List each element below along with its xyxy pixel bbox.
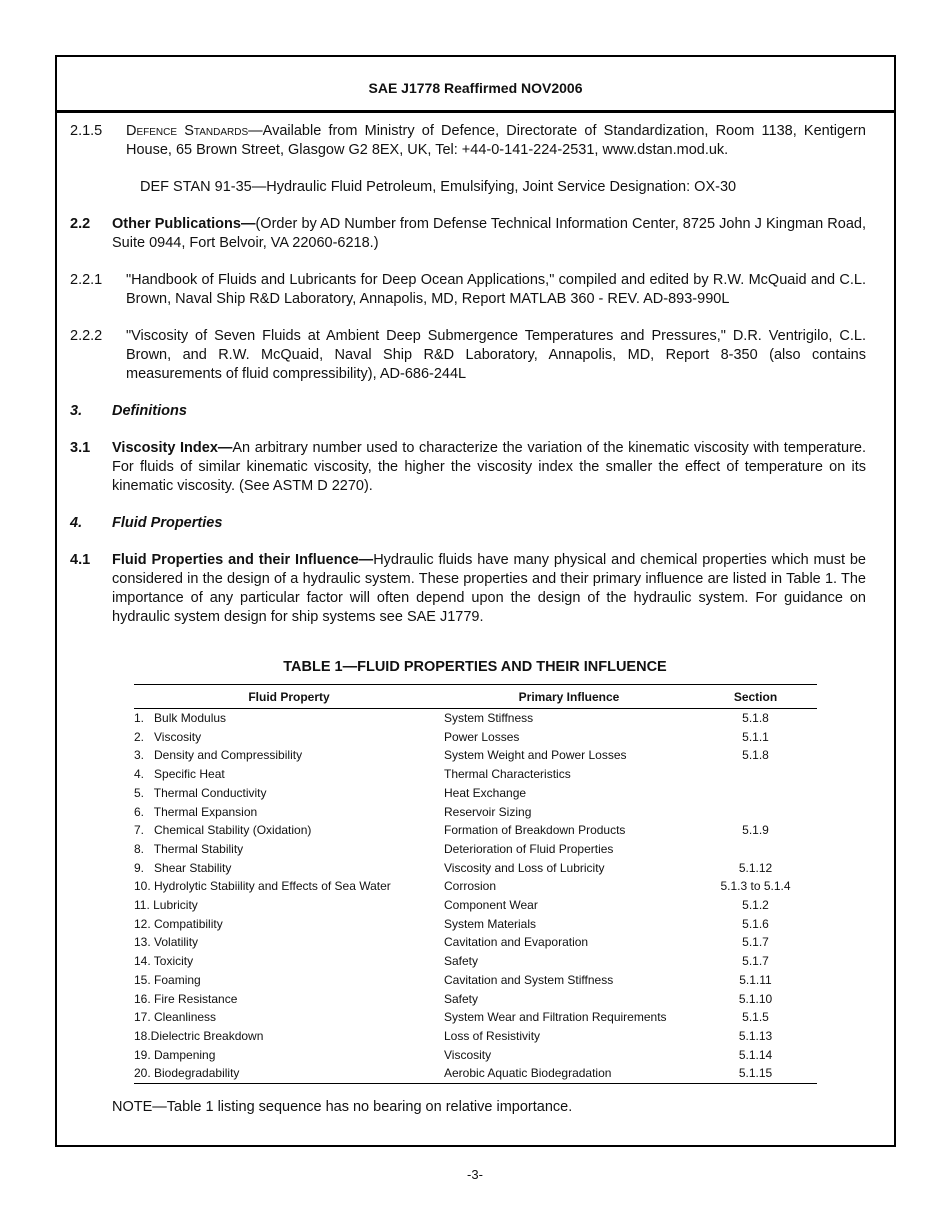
primary-influence-cell: Reservoir Sizing — [444, 804, 532, 819]
table-row — [134, 859, 817, 878]
section-cell — [694, 840, 817, 859]
primary-influence-cell: System Materials — [444, 916, 537, 931]
section-4-heading — [70, 514, 866, 533]
section-cell: 5.1.7 — [742, 954, 769, 969]
section-label: Defence Standards — [126, 123, 249, 139]
section-label: Other Publications— — [112, 216, 256, 232]
column-header-primary-influence: Primary Influence — [444, 685, 694, 709]
primary-influence-cell: Thermal Characteristics — [444, 767, 571, 782]
fluid-property-cell: 5. Thermal Conductivity — [134, 785, 267, 800]
primary-influence-cell: Corrosion — [444, 879, 497, 894]
section-cell: 5.1.8 — [742, 748, 769, 763]
fluid-property-cell: 2. Viscosity — [134, 729, 202, 744]
section-number: 3.1 — [70, 440, 91, 456]
table-row — [134, 1064, 817, 1083]
primary-influence-cell: Safety — [444, 991, 479, 1006]
fluid-property-cell: 10. Hydrolytic Stabiility and Effects of Sea Water — [134, 879, 391, 894]
section-2-2-1 — [70, 271, 866, 309]
section-text: (Order by AD Number from Defense Technical Information Center, 8725 John J Kingman Road, Suite 0944, Fort Belvoir, VA 22060-6218.) — [112, 216, 866, 251]
section-number: 3. — [70, 403, 83, 419]
section-text: An arbitrary number used to characterize the variation of the kinematic viscosity with temperature. For fluids of similar kinematic viscosity, the higher the viscosity index the smaller the effect of temperature on its kinematic viscosity. (See ASTM D 2270). — [112, 440, 867, 494]
section-number: 2.2.2 — [70, 328, 103, 344]
fluid-property-cell: 18.Dielectric Breakdown — [134, 1028, 264, 1043]
primary-influence-cell: Aerobic Aquatic Biodegradation — [444, 1064, 694, 1083]
fluid-property-cell: 14. Toxicity — [134, 954, 194, 969]
section-2-2 — [70, 215, 866, 253]
primary-influence-cell: Loss of Resistivity — [444, 1028, 541, 1043]
fluid-property-cell: 13. Volatility — [134, 935, 199, 950]
section-cell: 5.1.1 — [742, 729, 769, 744]
fluid-property-cell: 6. Thermal Expansion — [134, 804, 258, 819]
section-cell — [694, 765, 817, 784]
column-header-section: Section — [694, 685, 817, 709]
section-cell: 5.1.7 — [742, 935, 769, 950]
fluid-property-cell: 20. Biodegradability — [134, 1064, 444, 1083]
section-number: 2.2.1 — [70, 272, 103, 288]
table-row — [134, 933, 817, 952]
page-number: -3- — [467, 1167, 483, 1182]
fluid-property-cell: 4. Specific Heat — [134, 767, 225, 782]
section-cell: 5.1.5 — [742, 1010, 769, 1025]
fluid-property-cell: 19. Dampening — [134, 1047, 216, 1062]
primary-influence-cell: System Weight and Power Losses — [444, 748, 627, 763]
section-cell: 5.1.14 — [738, 1047, 773, 1062]
fluid-property-cell: 7. Chemical Stability (Oxidation) — [134, 823, 312, 838]
section-cell: 5.1.8 — [742, 711, 769, 725]
primary-influence-cell: Cavitation and Evaporation — [444, 935, 589, 950]
fluid-property-cell: 1. Bulk Modulus — [134, 711, 227, 725]
section-label: Viscosity Index— — [112, 440, 233, 456]
table-row — [134, 840, 817, 859]
column-header-fluid-property: Fluid Property — [134, 685, 444, 709]
table-body — [134, 709, 817, 1084]
section-number: 4. — [70, 515, 83, 531]
section-text: "Handbook of Fluids and Lubricants for Deep Ocean Applications," compiled and edited by R.W. McQuaid and C.L. Brown, Naval Ship R&D Laboratory, Annapolis, MD, Report MATLAB 360 - REV. AD-893-990L — [126, 272, 866, 307]
section-number: 2.2 — [70, 216, 91, 232]
section-number: 4.1 — [70, 552, 91, 568]
section-label: Fluid Properties and their Influence— — [112, 552, 374, 568]
primary-influence-cell: Deterioration of Fluid Properties — [444, 841, 614, 856]
table-header-row — [134, 685, 817, 709]
table-row — [134, 971, 817, 990]
primary-influence-cell: Power Losses — [444, 729, 520, 744]
section-cell: 5.1.9 — [742, 823, 769, 838]
table-row — [134, 709, 817, 728]
section-cell: 5.1.3 to 5.1.4 — [720, 879, 791, 894]
section-4-1 — [70, 551, 866, 627]
section-cell: 5.1.10 — [738, 991, 773, 1006]
section-cell: 5.1.11 — [739, 972, 772, 987]
section-3-1 — [70, 439, 866, 496]
document-header: SAE J1778 Reaffirmed NOV2006 — [57, 57, 894, 113]
section-text: "Viscosity of Seven Fluids at Ambient Deep Submergence Temperatures and Pressures," D.R. Ventrigilo, C.L. Brown, and R.W. McQuaid, Naval Ship R&D Laboratory, Annapolis, MD, Report 8-350 (also contains measurements of fluid compressibility), AD-686-244L — [126, 328, 866, 382]
fluid-property-cell: 16. Fire Resistance — [134, 991, 238, 1006]
document-body — [70, 122, 866, 627]
section-cell: 5.1.6 — [742, 916, 769, 931]
table-row — [134, 728, 817, 747]
table-row — [134, 803, 817, 822]
table-row — [134, 765, 817, 784]
primary-influence-cell: System Stiffness — [444, 711, 534, 725]
section-cell: 5.1.13 — [738, 1028, 773, 1043]
primary-influence-cell: Heat Exchange — [444, 785, 527, 800]
section-title: Definitions — [112, 403, 187, 419]
primary-influence-cell: Component Wear — [444, 898, 538, 913]
section-cell: 5.1.12 — [738, 860, 773, 875]
table-note: NOTE—Table 1 listing sequence has no bearing on relative importance. — [112, 1099, 573, 1115]
section-title: Fluid Properties — [112, 515, 223, 531]
fluid-property-cell: 3. Density and Compressibility — [134, 748, 303, 763]
fluid-property-cell: 17. Cleanliness — [134, 1010, 217, 1025]
table-row — [134, 821, 817, 840]
table-row — [134, 877, 817, 896]
table-row — [134, 915, 817, 934]
primary-influence-cell: Viscosity and Loss of Lubricity — [444, 860, 605, 875]
section-2-2-2 — [70, 327, 866, 384]
def-stan-text: DEF STAN 91-35—Hydraulic Fluid Petroleum, Emulsifying, Joint Service Designation: OX-30 — [140, 179, 737, 195]
fluid-property-cell: 9. Shear Stability — [134, 860, 232, 875]
def-stan-line — [140, 178, 866, 197]
section-text: Hydraulic fluids have many physical and chemical properties which must be considered in the design of a hydraulic system. These properties and their primary influence are listed in Table 1. The importance of any particular factor will often depend upon the design of the hydraulic system. For guidance on hydraulic system design for ship systems see SAE J1779. — [112, 552, 866, 625]
primary-influence-cell: Safety — [444, 954, 479, 969]
table-row — [134, 1008, 817, 1027]
section-cell — [694, 803, 817, 822]
section-cell: 5.1.15 — [694, 1064, 817, 1083]
primary-influence-cell: System Wear and Filtration Requirements — [444, 1010, 667, 1025]
fluid-properties-table — [134, 684, 817, 1084]
fluid-property-cell: 11. Lubricity — [134, 898, 198, 913]
primary-influence-cell: Viscosity — [444, 1047, 492, 1062]
primary-influence-cell: Formation of Breakdown Products — [444, 823, 626, 838]
table-title: TABLE 1—FLUID PROPERTIES AND THEIR INFLUENCE — [283, 659, 667, 675]
fluid-property-cell: 15. Foaming — [134, 972, 201, 987]
table-row — [134, 952, 817, 971]
table-row — [134, 1027, 817, 1046]
section-2-1-5 — [70, 122, 866, 160]
table-row — [134, 1046, 817, 1065]
fluid-property-cell: 8. Thermal Stability — [134, 841, 244, 856]
table-row — [134, 746, 817, 765]
table-row — [134, 784, 817, 803]
section-cell — [694, 784, 817, 803]
section-cell: 5.1.2 — [742, 898, 769, 913]
section-3-heading — [70, 402, 866, 421]
section-number: 2.1.5 — [70, 123, 103, 139]
table-row — [134, 896, 817, 915]
primary-influence-cell: Cavitation and System Stiffness — [444, 972, 614, 987]
section-text: —Available from Ministry of Defence, Directorate of Standardization, Room 1138, Kentigern House, 65 Brown Street, Glasgow G2 8EX, UK, Tel: +44-0-141-224-2531, www.dstan.mod.uk. — [126, 123, 867, 158]
fluid-property-cell: 12. Compatibility — [134, 916, 223, 931]
table-row — [134, 990, 817, 1009]
